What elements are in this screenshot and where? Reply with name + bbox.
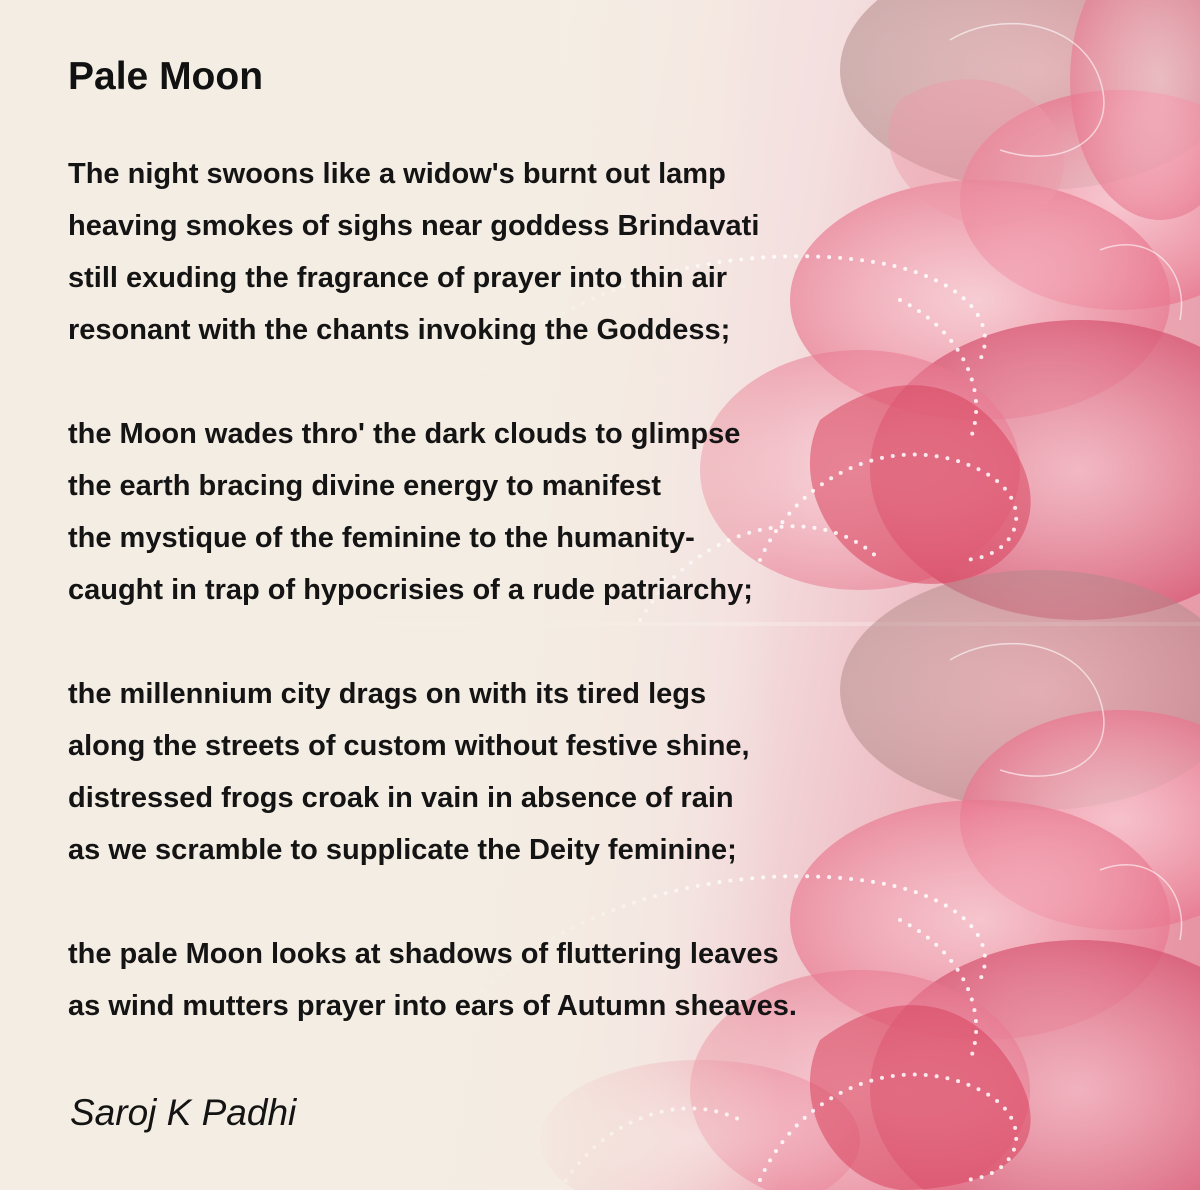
poem-line: heaving smokes of sighs near goddess Brindavati	[68, 210, 760, 242]
poem-body	[68, 148, 1068, 1084]
poem-author: Saroj K Padhi	[70, 1092, 297, 1133]
poem-line: The night swoons like a widow's burnt out lamp	[68, 158, 726, 190]
poem-line: still exuding the fragrance of prayer into thin air	[68, 262, 728, 294]
poem-line: distressed frogs croak in vain in absence of rain	[68, 782, 734, 814]
poem-line: the pale Moon looks at shadows of fluttering leaves	[68, 938, 779, 970]
poem-line: the earth bracing divine energy to manifest	[68, 470, 662, 502]
poem-line: the Moon wades thro' the dark clouds to glimpse	[68, 418, 741, 450]
poem-line: the mystique of the feminine to the humanity-	[68, 522, 695, 554]
stanza	[68, 408, 1068, 616]
poem-line: as wind mutters prayer into ears of Autumn sheaves.	[68, 990, 797, 1022]
stanza	[68, 668, 1068, 876]
poem-line: resonant with the chants invoking the Goddess;	[68, 314, 731, 346]
poem-line: along the streets of custom without festive shine,	[68, 730, 750, 762]
poem-line: as we scramble to supplicate the Deity feminine;	[68, 834, 737, 866]
poem-line: the millennium city drags on with its tired legs	[68, 678, 707, 710]
poem-line: caught in trap of hypocrisies of a rude patriarchy;	[68, 574, 753, 606]
stanza	[68, 928, 1068, 1032]
poem-title: Pale Moon	[68, 55, 264, 98]
stanza	[68, 148, 1068, 356]
